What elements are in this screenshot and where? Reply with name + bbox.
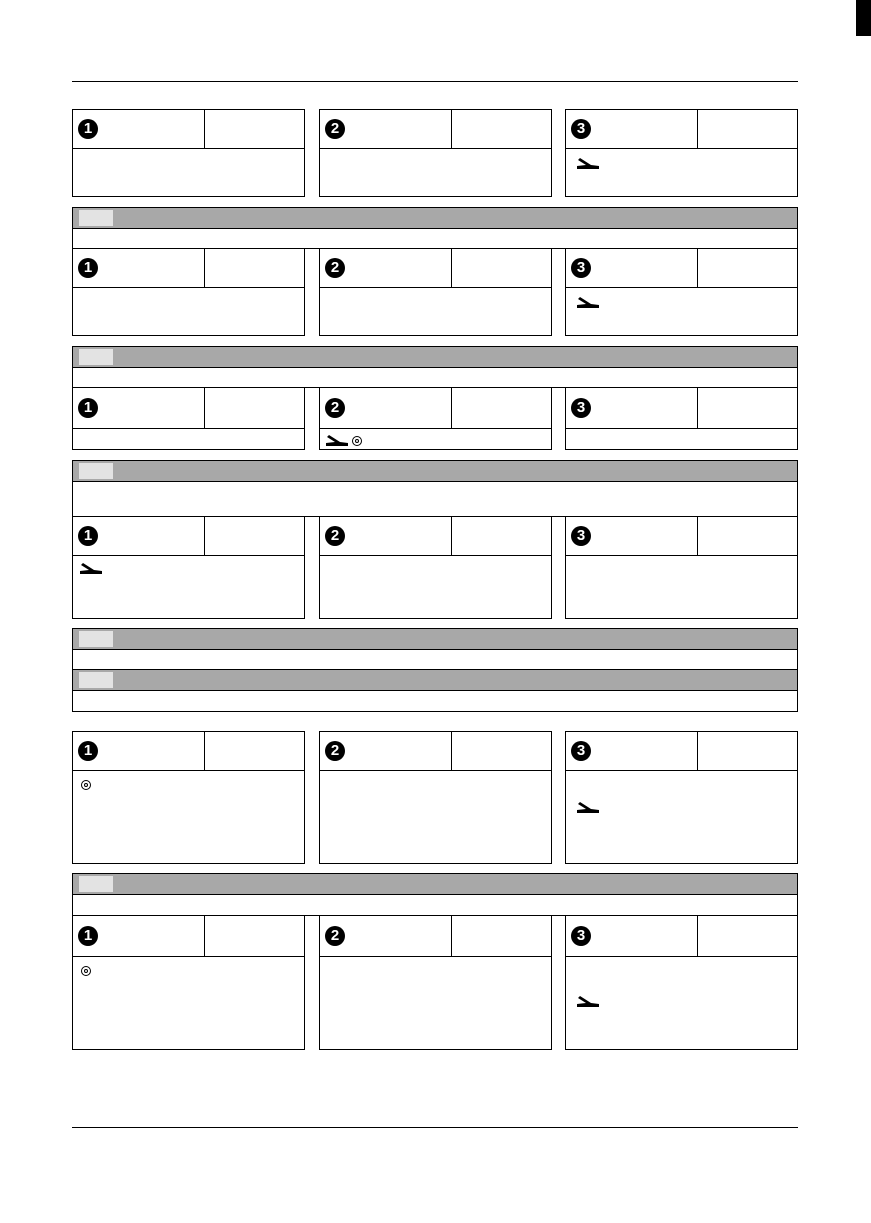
- step-number: 2: [325, 119, 345, 139]
- foot-pedal-icon: [576, 800, 600, 814]
- band-tag: [79, 672, 113, 688]
- foot-pedal-icon: [576, 156, 600, 170]
- step-box-2: [319, 516, 552, 619]
- target-icon: [352, 436, 362, 446]
- info-band: [72, 628, 798, 670]
- step-box-3: [565, 731, 798, 864]
- info-band: [72, 346, 798, 388]
- step-number: 1: [78, 926, 98, 946]
- step-number: 1: [78, 741, 98, 761]
- step-box-1: [72, 248, 305, 336]
- step-box-1: [72, 387, 305, 450]
- step-number: 3: [571, 398, 591, 418]
- foot-pedal-icon: [325, 433, 349, 447]
- band-tag: [79, 631, 113, 647]
- step-box-3: [565, 248, 798, 336]
- step-box-2: [319, 109, 552, 197]
- info-band: [72, 873, 798, 916]
- step-box-3: [565, 387, 798, 450]
- step-number: 3: [571, 926, 591, 946]
- step-number: 2: [325, 741, 345, 761]
- step-number: 3: [571, 526, 591, 546]
- foot-pedal-icon: [576, 994, 600, 1008]
- header-rule: [72, 81, 798, 82]
- step-box-1: [72, 516, 305, 619]
- step-box-2: [319, 731, 552, 864]
- band-tag: [79, 463, 113, 479]
- foot-pedal-icon: [576, 295, 600, 309]
- step-number: 1: [78, 258, 98, 278]
- step-box-2: [319, 248, 552, 336]
- step-number: 1: [78, 398, 98, 418]
- step-number: 2: [325, 398, 345, 418]
- target-icon: [81, 966, 91, 976]
- step-number: 3: [571, 258, 591, 278]
- step-number: 2: [325, 526, 345, 546]
- foot-pedal-icon: [79, 561, 103, 575]
- step-box-2: [319, 387, 552, 450]
- target-icon: [81, 780, 91, 790]
- step-box-1: [72, 109, 305, 197]
- band-tag: [79, 210, 113, 226]
- step-number: 2: [325, 926, 345, 946]
- band-tag: [79, 876, 113, 892]
- step-number: 1: [78, 526, 98, 546]
- step-box-2: [319, 915, 552, 1050]
- step-number: 3: [571, 741, 591, 761]
- chapter-tab: [856, 0, 871, 36]
- step-box-1: [72, 731, 305, 864]
- band-tag: [79, 349, 113, 365]
- info-band: [72, 460, 798, 517]
- step-box-3: [565, 516, 798, 619]
- step-number: 1: [78, 119, 98, 139]
- step-number: 3: [571, 119, 591, 139]
- step-box-3: [565, 109, 798, 197]
- step-box-3: [565, 915, 798, 1050]
- step-number: 2: [325, 258, 345, 278]
- footer-rule: [72, 1127, 798, 1128]
- step-box-1: [72, 915, 305, 1050]
- info-band: [72, 669, 798, 712]
- info-band: [72, 207, 798, 249]
